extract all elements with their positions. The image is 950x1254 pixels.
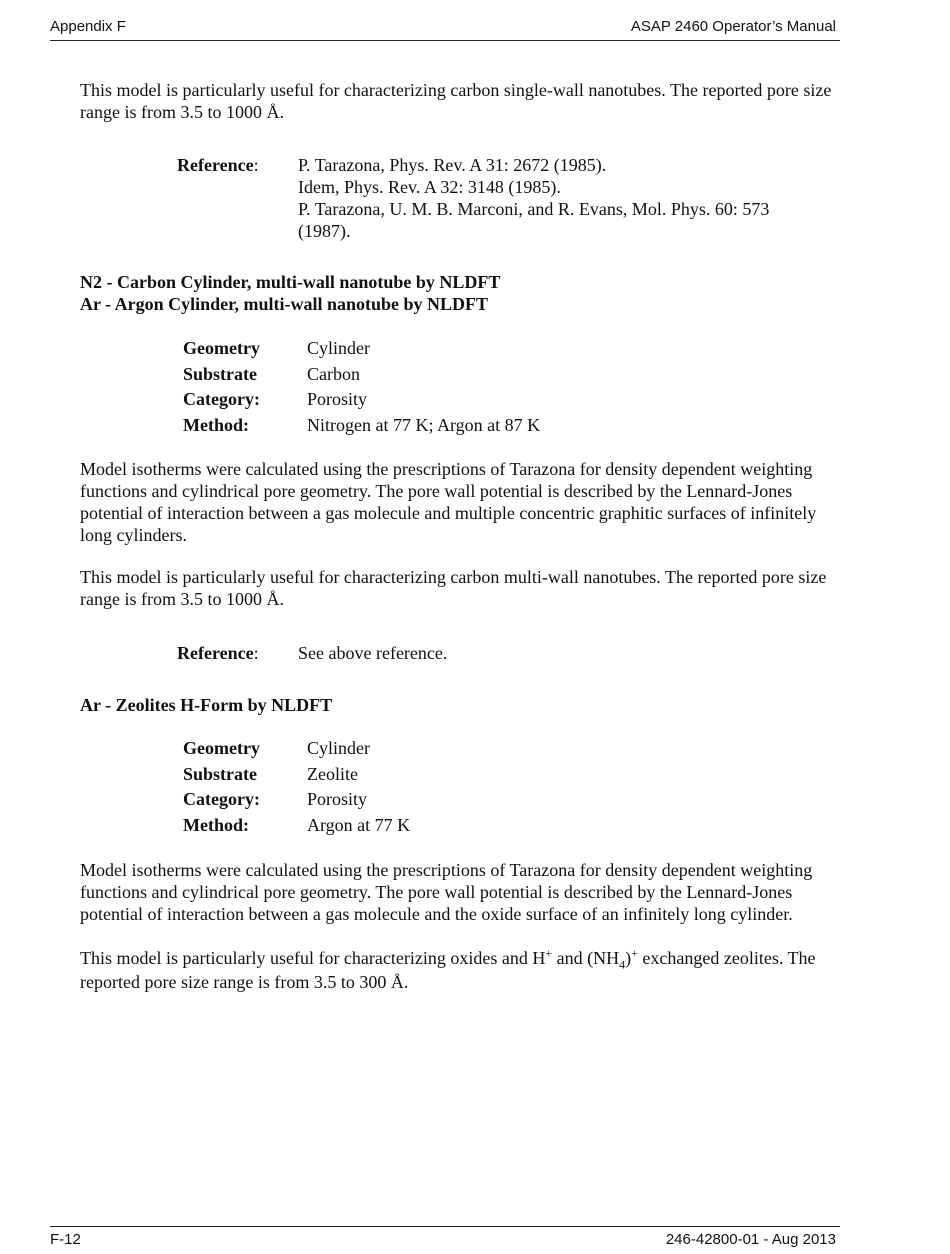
- section-heading-zeolites: Ar - Zeolites H-Form by NLDFT: [80, 695, 333, 715]
- reference-text: See above reference.: [298, 643, 448, 663]
- document-number: 246-42800-01 - Aug 2013: [665, 1231, 836, 1248]
- section-heading-n2-carbon: N2 - Carbon Cylinder, multi-wall nanotube by NLDFT: [80, 272, 501, 292]
- section2-description: Model isotherms were calculated using the prescriptions of Tarazona for density dependent weighting functions and cylindrical pore geometry. The pore wall potential is described by the Lennard-Jones potential of interaction between a gas molecule and the oxide surface of an infinitely long cylinder.: [80, 860, 813, 924]
- citation-line: Idem, Phys. Rev. A 32: 3148 (1985).: [298, 177, 561, 197]
- page-footer: [50, 1226, 840, 1248]
- reference-citations: [298, 154, 808, 242]
- section-heading-ar-argon: Ar - Argon Cylinder, multi-wall nanotube by NLDFT: [80, 294, 489, 314]
- section1-usage: This model is particularly useful for characterizing carbon multi-wall nanotubes. The reported pore size range is from 3.5 to 1000 Å.: [80, 567, 827, 609]
- citation-line: P. Tarazona, U. M. B. Marconi, and R. Evans, Mol. Phys. 60: 573 (1987).: [298, 199, 770, 241]
- section1-description: Model isotherms were calculated using the prescriptions of Tarazona for density dependent weighting functions and cylindrical pore geometry. The pore wall potential is described by the Lennard-Jones potential of interaction between a gas molecule and multiple concentric graphitic surfaces of infinitely long cylinders.: [80, 459, 817, 545]
- header-section-label: Appendix F: [50, 18, 126, 35]
- section2-usage: This model is particularly useful for characterizing oxides and H+ and $(NH_4)^+$ exchanged zeolites. The reported pore size range is from 3.5 to 300 Å.: [80, 946, 816, 992]
- reference-label: Reference:: [177, 155, 259, 175]
- reference-label: Reference:: [177, 643, 259, 663]
- page-header: [50, 18, 840, 41]
- header-manual-title: ASAP 2460 Operator’s Manual: [630, 18, 836, 35]
- page-number: F-12: [50, 1231, 81, 1248]
- intro-paragraph: This model is particularly useful for characterizing carbon single-wall nanotubes. The reported pore size range is from 3.5 to 1000 Å.: [80, 80, 832, 122]
- citation-line: P. Tarazona, Phys. Rev. A 31: 2672 (1985).: [298, 155, 607, 175]
